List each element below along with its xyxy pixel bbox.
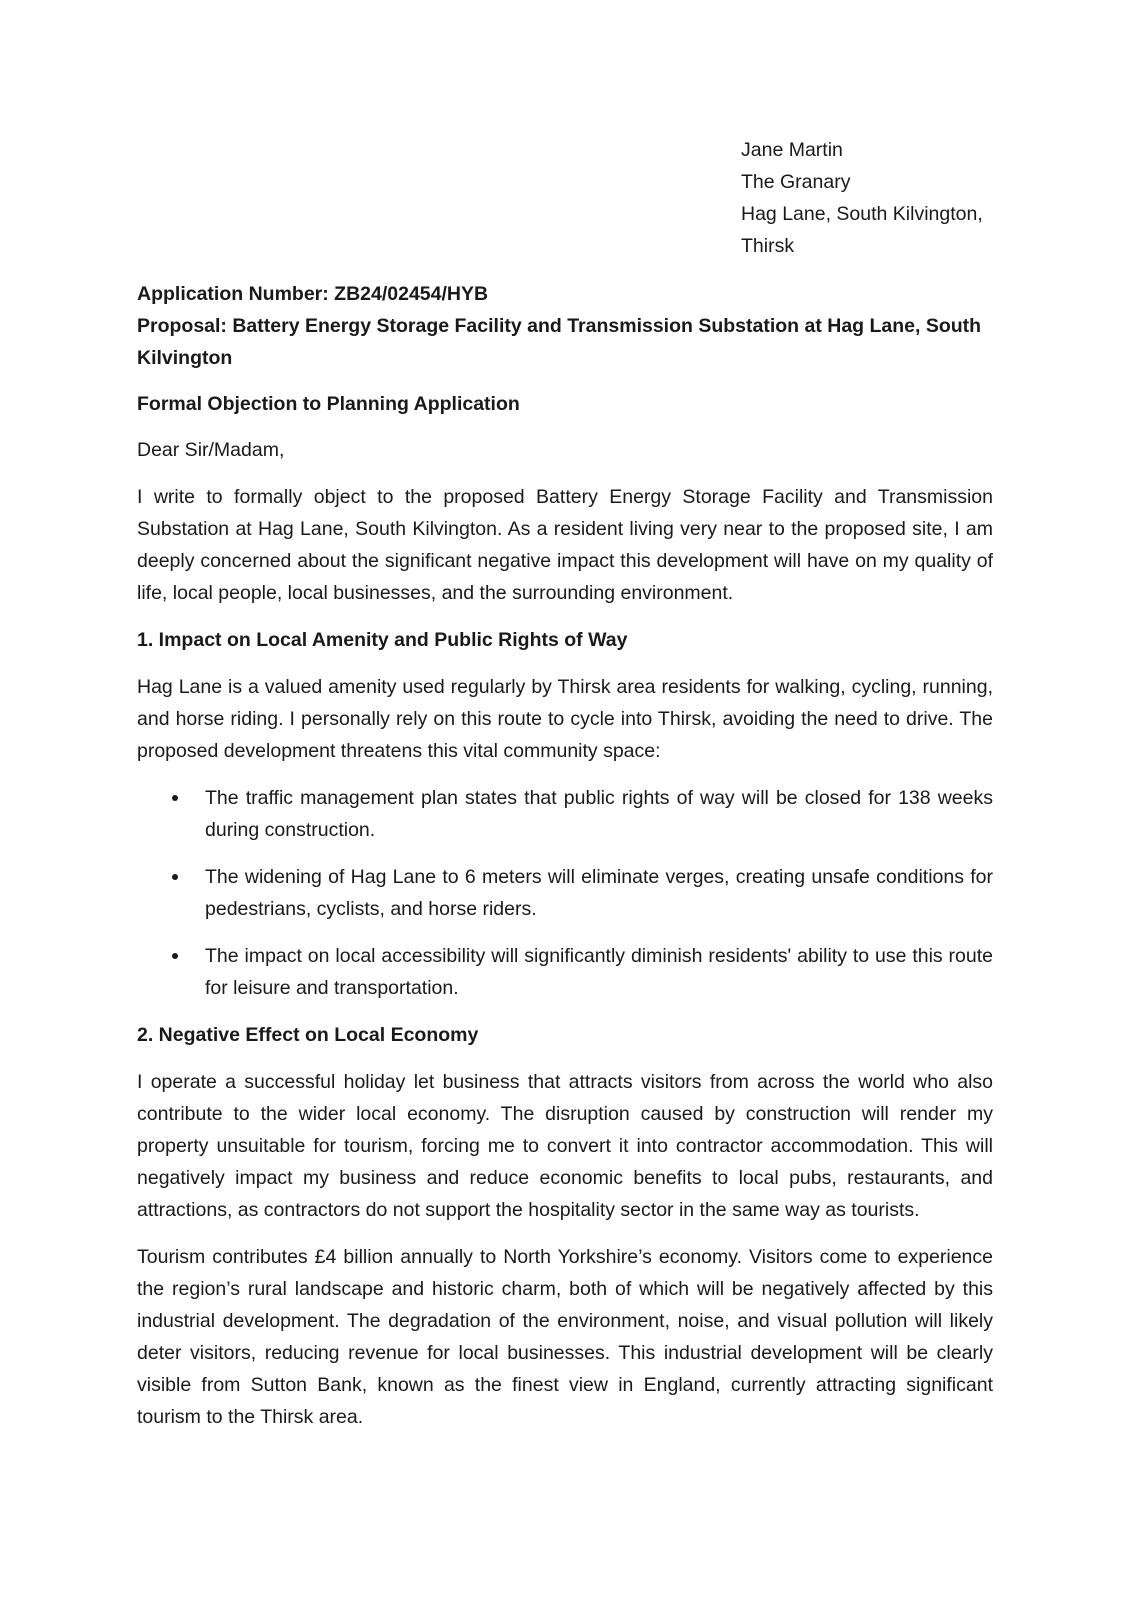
section-2-paragraph-1: I operate a successful holiday let business that attracts visitors from across the world who also contribute to the wider local economy. The disruption caused by construction will render my property unsuitable for tourism, forcing me to convert it into contractor accommodation. This will negatively impact my business and reduce economic benefits to local pubs, restaurants, and attractions, as contractors do not support the hospitality sector in the same way as tourists. [137,1071,993,1221]
address-line-3: Thirsk [741,235,795,257]
address-line-1: The Granary [741,171,851,193]
sender-address [741,134,1121,262]
section-1-paragraph: Hag Lane is a valued amenity used regularly by Thirsk area residents for walking, cycling, running, and horse riding. I personally rely on this route to cycle into Thirsk, avoiding the need to drive. The proposed development threatens this vital community space: [137,676,993,762]
section-2-paragraph-2: Tourism contributes £4 billion annually to North Yorkshire’s economy. Visitors come to experience the region’s rural landscape and historic charm, both of which will be negatively affected by this industrial development. The degradation of the environment, noise, and visual pollution will likely deter visitors, reducing revenue for local businesses. This industrial development will be clearly visible from Sutton Bank, known as the finest view in England, currently attracting significant tourism to the Thirsk area. [137,1246,993,1428]
bullet-item: The impact on local accessibility will significantly diminish residents' ability to use this route for leisure and transportation. [137,940,993,1004]
bullet-item: The widening of Hag Lane to 6 meters will eliminate verges, creating unsafe conditions for pedestrians, cyclists, and horse riders. [137,861,993,925]
address-line-2: Hag Lane, South Kilvington, [741,203,983,225]
application-number: Application Number: ZB24/02454/HYB [137,283,489,305]
intro-paragraph: I write to formally object to the proposed Battery Energy Storage Facility and Transmission Substation at Hag Lane, South Kilvington. As a resident living very near to the proposed site, I am deeply concerned about the significant negative impact this development will have on my quality of life, local people, local businesses, and the surrounding environment. [137,486,993,604]
objection-title: Formal Objection to Planning Application [137,393,520,415]
salutation: Dear Sir/Madam, [137,439,285,461]
proposal: Proposal: Battery Energy Storage Facility and Transmission Substation at Hag Lane, South Kilvington [137,315,982,369]
section-1-bullet-list [137,782,993,1004]
letter-body [137,278,993,1433]
section-2-heading: 2. Negative Effect on Local Economy [137,1024,479,1046]
bullet-item: The traffic management plan states that public rights of way will be closed for 138 weeks during construction. [137,782,993,846]
sender-name: Jane Martin [741,139,843,161]
section-1-heading: 1. Impact on Local Amenity and Public Rights of Way [137,629,628,651]
